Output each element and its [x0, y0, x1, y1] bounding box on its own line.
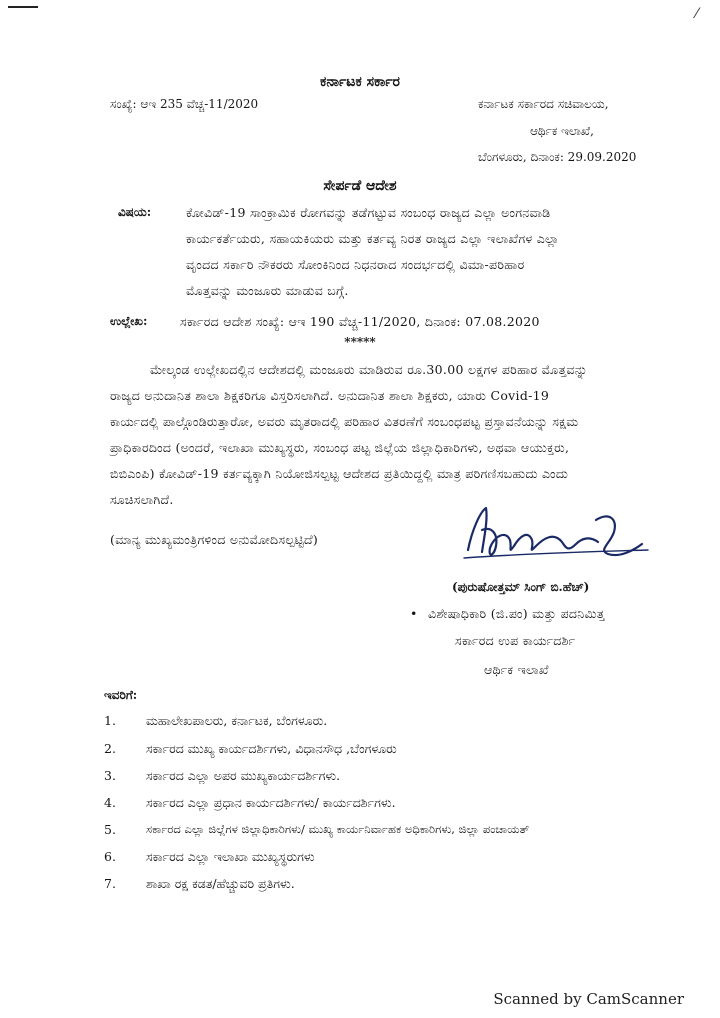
cc-item-text: ಸರ್ಕಾರದ ಎಲ್ಲಾ ಇಲಾಖಾ ಮುಖ್ಯಸ್ಥರುಗಳು: [146, 849, 315, 864]
cc-item-text: ಮಹಾಲೇಖಪಾಲರು, ಕರ್ನಾಟಕ, ಬೆಂಗಳೂರು.: [146, 713, 328, 728]
body-line: ಮೇಲ್ಕಂಡ ಉಲ್ಲೇಖದಲ್ಲಿನ ಆದೇಶದಲ್ಲಿ ಮಂಜೂರು ಮಾಡಿರುವ ರೂ.30.00 ಲಕ್ಷಗಳ ಪರಿಹಾರ ಮೊತ್ತವನ್ನು: [150, 362, 588, 377]
cc-item-number: 5.: [104, 822, 116, 837]
scanner-watermark: Scanned by CamScanner: [493, 990, 684, 1008]
department-name: ಆರ್ಥಿಕ ಇಲಾಖೆ,: [530, 124, 594, 138]
body-line: ರಾಜ್ಯದ ಅನುದಾನಿತ ಶಾಲಾ ಶಿಕ್ಷಕರಿಗೂ ವಿಸ್ತರಿಸಲಾಗಿದೆ. ಅನುದಾನಿತ ಶಾಲಾ ಶಿಕ್ಷಕರು, ಯಾರು Covid-19: [110, 388, 550, 403]
signatory-name: (ಪುರುಷೋತ್ತಮ್ ಸಿಂಗ್ ಬಿ.ಹೆಚ್): [452, 580, 590, 594]
cc-item-text: ಸರ್ಕಾರದ ಎಲ್ಲಾ ಅಪರ ಮುಖ್ಯಕಾರ್ಯದರ್ಶಿಗಳು.: [146, 768, 341, 783]
body-line: ಪ್ರಾಧಿಕಾರದಿಂದ (ಅಂದರೆ, ಇಲಾಖಾ ಮುಖ್ಯಸ್ಥರು, ಸಂಬಂಧ ಪಟ್ಟ ಜಿಲ್ಲೆಯ ಜಿಲ್ಲಾಧಿಕಾರಿಗಳು, ಅಥವಾ ಆಯುಕ್ತರು,: [110, 440, 570, 455]
cc-label: ಇವರಿಗೆ:: [104, 688, 138, 702]
corner-pen-mark: ⁄: [695, 6, 698, 22]
place-date: ಬೆಂಗಳೂರು, ದಿನಾಂಕ: 29.09.2020: [478, 150, 637, 164]
cc-item-number: 6.: [104, 849, 116, 864]
government-title: ಕರ್ನಾಟಕ ಸರ್ಕಾರ: [320, 74, 400, 90]
signatory-bullet: •: [410, 606, 418, 621]
signatory-designation: ವಿಶೇಷಾಧಿಕಾರಿ (ಜಿ.ಪಂ) ಮತ್ತು ಪದನಿಮಿತ್ತ: [428, 606, 605, 621]
body-line: ಬಿಬಿಎಂಪಿ) ಕೋವಿಡ್-19 ಕರ್ತವ್ಯಕ್ಕಾಗಿ ನಿಯೋಜಿಸಲ್ಪಟ್ಟ ಆದೇಶದ ಪ್ರತಿಯಿದ್ದಲ್ಲಿ ಮಾತ್ರ ಪರಿಗಣಿಸಬಹುದು ಎಂದು: [110, 466, 569, 481]
separator-stars: *****: [344, 335, 376, 349]
secretariat-name: ಕರ್ನಾಟಕ ಸರ್ಕಾರದ ಸಚಿವಾಲಯ,: [478, 97, 609, 111]
subject-line: ವೃಂದದ ಸರ್ಕಾರಿ ನೌಕರರು ಸೋಂಕಿನಿಂದ ನಿಧನರಾದ ಸಂದರ್ಭದಲ್ಲಿ ವಿಮಾ-ಪರಿಹಾರ: [186, 257, 525, 272]
handwritten-signature: [458, 500, 658, 570]
cc-item-text: ಸರ್ಕಾರದ ಎಲ್ಲಾ ಪ್ರಧಾನ ಕಾರ್ಯದರ್ಶಿಗಳು/ ಕಾರ್ಯದರ್ಶಿಗಳು.: [146, 795, 396, 810]
reference-text: ಸರ್ಕಾರದ ಆದೇಶ ಸಂಖ್ಯೆ: ಆಇ 190 ವೆಚ್ಚ-11/2020, ದಿನಾಂಕ: 07.08.2020: [180, 314, 540, 329]
subject-line: ಕೋವಿಡ್-19 ಸಾಂಕ್ರಾಮಿಕ ರೋಗವನ್ನು ತಡೆಗಟ್ಟುವ ಸಂಬಂಧ ರಾಜ್ಯದ ಎಲ್ಲಾ ಅಂಗನವಾಡಿ: [186, 205, 551, 220]
subject-line: ಮೊತ್ತವನ್ನು ಮಂಜೂರು ಮಾಡುವ ಬಗ್ಗೆ.: [186, 283, 349, 298]
order-title: ಸೇರ್ಪಡೆ ಆದೇಶ: [323, 178, 397, 194]
reference-number: ಸಂಖ್ಯೆ: ಆಇ 235 ವೆಚ್ಚ-11/2020: [110, 97, 259, 111]
scan-edge-mark: [8, 6, 38, 8]
body-line: ಸೂಚಿಸಲಾಗಿದೆ.: [110, 492, 174, 507]
body-line: ಕಾರ್ಯದಲ್ಲಿ ಪಾಲ್ಗೊಂಡಿರುತ್ತಾರೋ, ಅವರು ಮೃತರಾದಲ್ಲಿ ಪರಿಹಾರ ವಿತರಣೆಗೆ ಸಂಬಂಧಪಟ್ಟ ಪ್ರಸ್ತಾವನೆಯನ್ನು ಸಕ್ಷಮ: [110, 414, 579, 429]
cc-item-text: ಸರ್ಕಾರದ ಎಲ್ಲಾ ಜಿಲ್ಲೆಗಳ ಜಿಲ್ಲಾಧಿಕಾರಿಗಳು/ ಮುಖ್ಯ ಕಾರ್ಯನಿರ್ವಾಹಕ ಅಧಿಕಾರಿಗಳು, ಜಿಲ್ಲಾ ಪಂಚಾಯತ್: [146, 822, 530, 836]
reference-label: ಉಲ್ಲೇಖ:: [110, 314, 148, 328]
approval-note: (ಮಾನ್ಯ ಮುಖ್ಯಮಂತ್ರಿಗಳಿಂದ ಅನುಮೋದಿಸಲ್ಪಟ್ಟಿದೆ): [110, 532, 319, 547]
cc-item-number: 7.: [104, 876, 116, 891]
cc-item-number: 4.: [104, 795, 116, 810]
signatory-designation: ಆರ್ಥಿಕ ಇಲಾಖೆ: [484, 662, 549, 677]
cc-item-text: ಸರ್ಕಾರದ ಮುಖ್ಯ ಕಾರ್ಯದರ್ಶಿಗಳು, ವಿಧಾನಸೌಧ ,ಬೆಂಗಳೂರು: [146, 741, 397, 756]
signatory-designation: ಸರ್ಕಾರದ ಉಪ ಕಾರ್ಯದರ್ಶಿ: [455, 633, 576, 648]
cc-item-number: 2.: [104, 741, 116, 756]
subject-label: ವಿಷಯ:: [118, 205, 152, 219]
cc-item-number: 3.: [104, 768, 116, 783]
cc-item-number: 1.: [104, 713, 116, 728]
cc-item-text: ಶಾಖಾ ರಕ್ಷ ಕಡತ/ಹೆಚ್ಚುವರಿ ಪ್ರತಿಗಳು.: [146, 876, 295, 891]
subject-line: ಕಾರ್ಯಕರ್ತೆಯರು, ಸಹಾಯಕಿಯರು ಮತ್ತು ಕರ್ತವ್ಯ ನಿರತ ರಾಜ್ಯದ ಎಲ್ಲಾ ಇಲಾಖೆಗಳ ಎಲ್ಲಾ: [186, 231, 560, 246]
